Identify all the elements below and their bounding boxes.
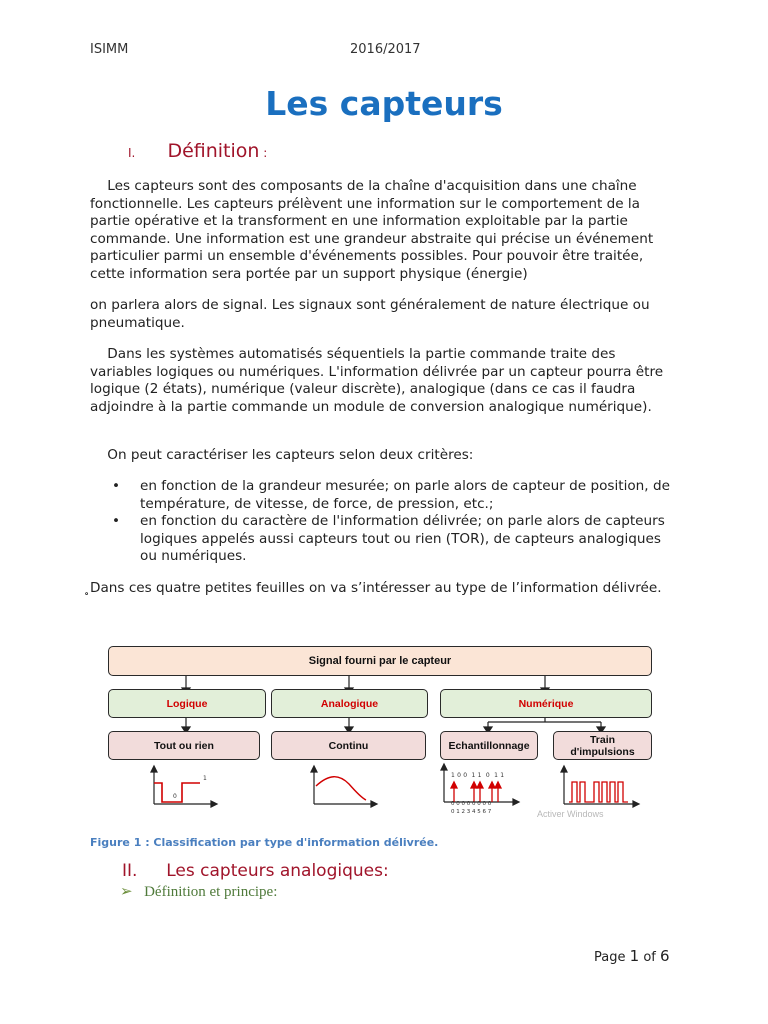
- paragraph-definition: Les capteurs sont des composants de la chaîne d'acquisition dans une chaîne fonctionnelle. Les capteurs prélèvent une information sur le comportement de la partie opérative et la transforment en une information exploitable par la partie commande. Une information est une grandeur abstraite qui précise un événement particulier parmi un ensemble d'événements possibles. Pour pouvoir être traitée, cette information sera portée par un support physique (énergie): [90, 178, 658, 282]
- arrow-bullet-icon: ➢: [120, 884, 133, 900]
- classification-figure: [104, 636, 677, 826]
- sample-index-row2: 0 1 2 3 4 5 6 7: [451, 809, 492, 815]
- tor-level-low: 0: [173, 793, 177, 800]
- category-analogique: Analogique: [271, 689, 428, 718]
- footer-page-label: Page: [594, 950, 626, 965]
- subheading-text: Définition et principe:: [144, 884, 278, 900]
- footer-page-total: 6: [659, 947, 670, 965]
- category-numerique: Numérique: [440, 689, 652, 718]
- section-2-number: II.: [122, 861, 138, 881]
- paragraph-systems: Dans les systèmes automatisés séquentiels la partie commande traite des variables logiques ou numériques. L'information délivrée par un capteur pourra être logique (2 états), numérique (valeur discrète), analogique (dans ce cas il faudra adjoindre à la partie commande un module de conversion analogique numérique).: [90, 346, 668, 415]
- signal-source-box: Signal fourni par le capteur: [108, 646, 652, 676]
- page-footer: [594, 947, 670, 965]
- sample-bits: 1 0 0 1 1 0 1 1: [451, 772, 505, 779]
- subheading: [120, 882, 277, 901]
- tor-level-high: 1: [203, 775, 207, 782]
- header-year: 2016/2017: [350, 42, 421, 57]
- section-2-title: Les capteurs analogiques:: [166, 861, 389, 881]
- type-continu: Continu: [271, 731, 426, 760]
- section-1-number: I.: [128, 146, 136, 160]
- section-1-title: Définition: [167, 140, 260, 162]
- figure-caption: Figure 1 : Classification par type d'information délivrée.: [90, 836, 439, 849]
- activation-watermark: Activer Windows: [537, 809, 604, 819]
- paragraph-intro: ̥Dans ces quatre petites feuilles on va s’intéresser au type de l’information délivrée.: [90, 580, 662, 596]
- section-1-heading: [128, 140, 267, 162]
- list-item: • en fonction du caractère de l'information délivrée; on parle alors de capteurs logiques appelés aussi capteurs tout ou rien (TOR), de capteurs analogiques ou numériques.: [112, 513, 682, 566]
- paragraph-criteria: On peut caractériser les capteurs selon deux critères:: [90, 447, 474, 463]
- category-logique: Logique: [108, 689, 266, 718]
- type-echantillonnage: Echantillonnage: [440, 731, 538, 760]
- section-2-heading: [122, 861, 389, 881]
- type-train-impulsions: Train d'impulsions: [553, 731, 652, 760]
- list-item: • en fonction de la grandeur mesurée; on parle alors de capteur de position, de température, de vitesse, de force, de pression, etc.;: [112, 478, 682, 513]
- page-title: Les capteurs: [265, 84, 503, 123]
- footer-of: of: [643, 950, 656, 965]
- footer-page-number: 1: [629, 947, 640, 965]
- header-left: ISIMM: [90, 42, 129, 57]
- criteria-list: [112, 478, 682, 566]
- type-tout-ou-rien: Tout ou rien: [108, 731, 260, 760]
- sample-index-row1: 0 0 0 0 0 0 0 0: [451, 801, 492, 807]
- paragraph-signal: on parlera alors de signal. Les signaux sont généralement de nature électrique ou pneumatique.: [90, 297, 650, 331]
- section-1-colon: :: [259, 146, 268, 160]
